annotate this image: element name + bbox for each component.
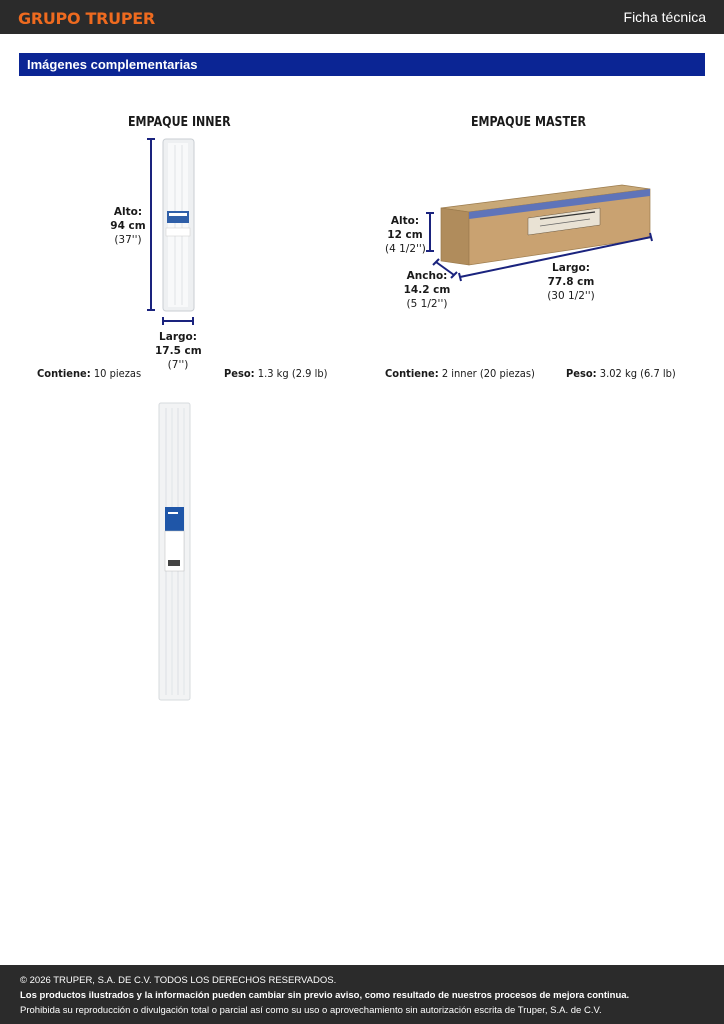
document-title: Ficha técnica xyxy=(623,9,706,25)
inner-largo-dimension xyxy=(163,317,193,325)
inner-package-image xyxy=(163,139,194,311)
inner-contiene-value: 10 piezas xyxy=(93,367,142,380)
inner-largo-label-text: Largo: xyxy=(159,331,197,343)
master-alto-label-text: Alto: xyxy=(390,215,420,227)
master-ancho-label xyxy=(402,269,452,311)
inner-alto-imperial: (37'') xyxy=(114,234,142,246)
inner-alto-value: 94 cm xyxy=(110,220,146,232)
master-ancho-label-text: Ancho: xyxy=(406,270,448,282)
footer-notice: Los productos ilustrados y la información pueden cambiar sin previo aviso, como resultado de nuestros procesos de mejora continua. xyxy=(20,990,630,1001)
inner-largo-imperial: (7'') xyxy=(167,359,189,371)
master-peso xyxy=(566,367,676,380)
master-peso-value: 3.02 kg (6.7 lb) xyxy=(599,367,676,380)
inner-peso-value: 1.3 kg (2.9 lb) xyxy=(257,367,328,380)
master-alto-label xyxy=(385,214,425,256)
master-alto-imperial: (4 1/2'') xyxy=(385,243,426,255)
master-largo-label-text: Largo: xyxy=(552,262,590,274)
inner-largo-value: 17.5 cm xyxy=(155,345,202,357)
product-image xyxy=(159,403,190,700)
master-largo-imperial: (30 1/2'') xyxy=(547,290,595,302)
brand-logo: GRUPO TRUPER xyxy=(18,9,155,28)
master-package-image xyxy=(441,185,650,265)
inner-contiene-label: Contiene: xyxy=(37,367,91,380)
master-largo-label xyxy=(544,261,598,303)
master-peso-label: Peso: xyxy=(566,367,597,380)
inner-peso-label: Peso: xyxy=(224,367,255,380)
inner-package-title: EMPAQUE INNER xyxy=(128,115,231,130)
footer-prohibition: Prohibida su reproducción o divulgación total o parcial así como su uso o aprovechamiento sin autorización escrita de Truper, S.A. de C.V. xyxy=(20,1005,602,1016)
inner-contiene xyxy=(37,367,141,380)
master-alto-value: 12 cm xyxy=(387,229,423,241)
master-package-title: EMPAQUE MASTER xyxy=(471,115,587,130)
footer xyxy=(0,965,724,1024)
section-title: Imágenes complementarias xyxy=(27,57,198,72)
inner-alto-label xyxy=(107,205,149,247)
master-ancho-value: 14.2 cm xyxy=(403,284,451,296)
inner-alto-label-text: Alto: xyxy=(113,206,143,218)
master-ancho-imperial: (5 1/2'') xyxy=(406,298,448,310)
master-alto-dimension xyxy=(426,213,434,251)
master-largo-value: 77.8 cm xyxy=(547,276,595,288)
master-contiene-label: Contiene: xyxy=(385,367,439,380)
inner-largo-label xyxy=(155,330,201,372)
footer-copyright: © 2026 TRUPER, S.A. DE C.V. TODOS LOS DERECHOS RESERVADOS. xyxy=(20,975,337,986)
master-contiene-value: 2 inner (20 piezas) xyxy=(441,367,535,380)
master-contiene xyxy=(385,367,535,380)
inner-peso xyxy=(224,367,327,380)
